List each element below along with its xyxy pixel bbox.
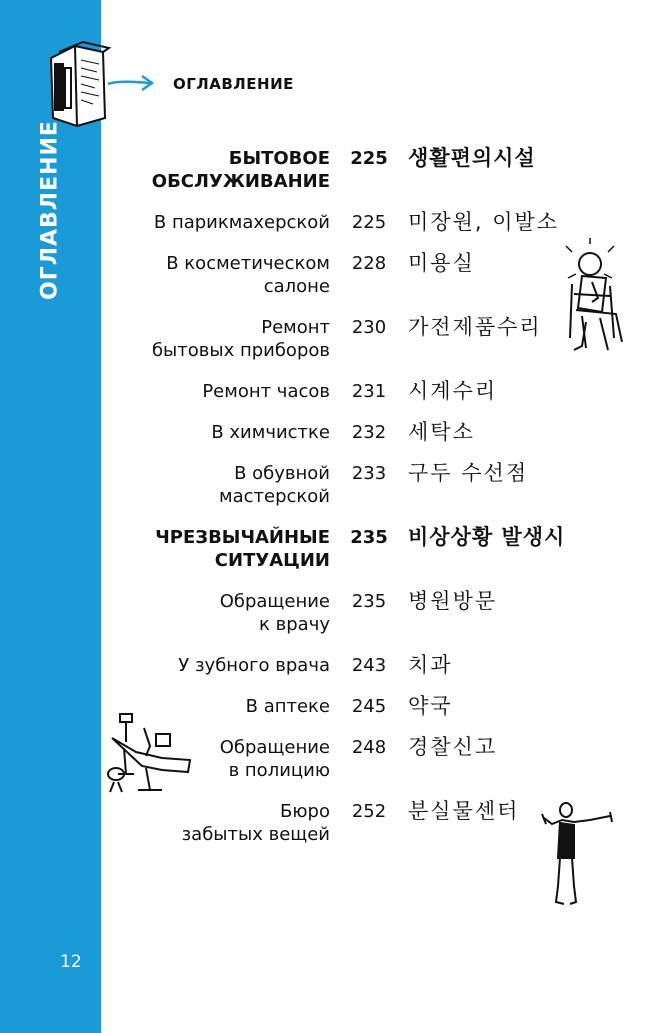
toc-page-number: 225 [351, 212, 387, 233]
toc-page-number: 243 [351, 655, 387, 676]
header-label: ОГЛАВЛЕНИЕ [173, 75, 294, 93]
toc-russian-title: БЫТОВОЕ ОБСЛУЖИВАНИЕ [151, 148, 330, 192]
toc-korean-title: 치과 [408, 653, 453, 677]
page-number: 12 [60, 952, 82, 972]
dentist-chair-illustration [106, 712, 196, 794]
toc-korean-title: 시계수리 [408, 379, 498, 403]
toc-korean-title: 가전제품수리 [408, 315, 542, 339]
toc-korean-title: 미장원, 이발소 [408, 210, 560, 234]
toc-korean-title: 병원방문 [408, 589, 498, 613]
toc-page-number: 230 [351, 317, 387, 338]
toc-russian-title: Обращение в полицию [219, 737, 330, 781]
toc-russian-title: Ремонт бытовых приборов [151, 317, 330, 361]
toc-russian-title: ЧРЕЗВЫЧАЙНЫЕ СИТУАЦИИ [155, 527, 330, 571]
toc-russian-title: У зубного врача [178, 655, 330, 676]
toc-russian-title: В аптеке [245, 696, 330, 717]
salon-chair-illustration [552, 238, 632, 358]
toc-korean-title: 경찰신고 [408, 735, 498, 759]
toc-page-number: 235 [350, 527, 388, 548]
toc-russian-title: В обувной мастерской [219, 463, 330, 507]
toc-korean-title: 세탁소 [408, 420, 475, 444]
toc-page-number: 252 [351, 801, 387, 822]
toc-page-number: 231 [351, 381, 387, 402]
toc-page-number: 245 [351, 696, 387, 717]
toc-korean-title: 생활편의시설 [408, 146, 536, 170]
toc-russian-title: В химчистке [211, 422, 330, 443]
toc-page-number: 248 [351, 737, 387, 758]
toc-russian-title: В парикмахерской [153, 212, 330, 233]
toc-korean-title: 약국 [408, 694, 453, 718]
toc-korean-title: 미용실 [408, 251, 475, 275]
stretching-man-illustration [540, 800, 614, 908]
toc-korean-title: 비상상황 발생시 [408, 525, 566, 549]
toc-page-number: 228 [351, 253, 387, 274]
toc-russian-title: Ремонт часов [202, 381, 330, 402]
toc-korean-title: 구두 수선점 [408, 461, 529, 485]
toc-korean-title: 분실물센터 [408, 799, 520, 823]
toc-page-number: 225 [350, 148, 388, 169]
toc-page-number: 232 [351, 422, 387, 443]
toc-russian-title: В косметическом салоне [166, 253, 330, 297]
sidebar-title: ОГЛАВЛЕНИЕ [37, 120, 63, 300]
toc-russian-title: Обращение к врачу [219, 591, 330, 635]
toc-page-number: 233 [351, 463, 387, 484]
toc-russian-title: Бюро забытых вещей [181, 801, 330, 845]
toc-page-number: 235 [351, 591, 387, 612]
arrow-right-icon [106, 72, 156, 94]
sidebar [0, 0, 101, 1033]
